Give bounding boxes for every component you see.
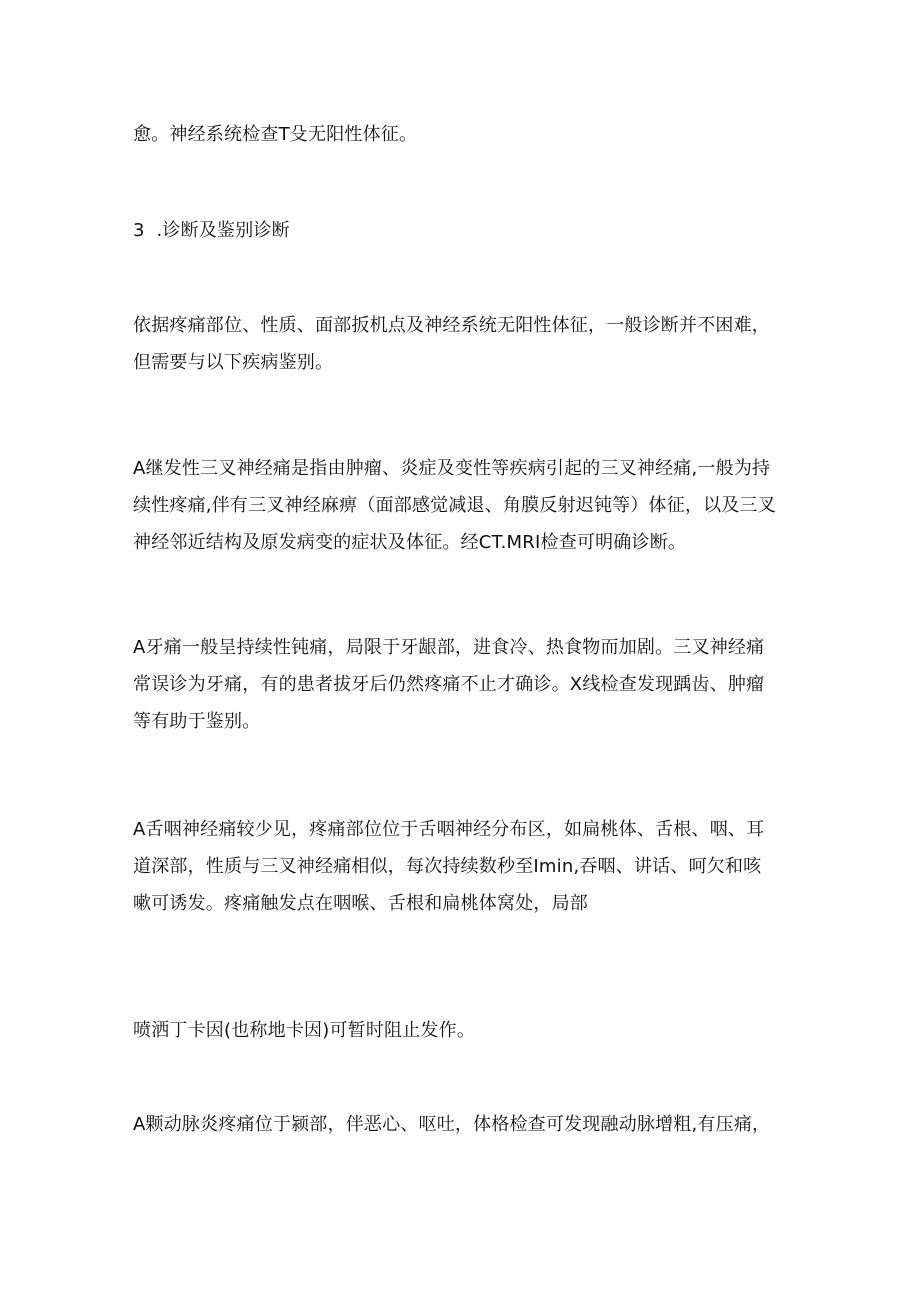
paragraph-tetracaine (133, 1012, 793, 1049)
text-line: A舌咽神经痛较少见，疼痛部位位于舌咽神经分布区，如扁桃体、舌根、咽、耳 (133, 819, 765, 840)
paragraph-exam-result (133, 116, 793, 153)
text-line: 但需要与以下疾病鉴别。 (133, 352, 334, 373)
text-line: 神经邻近结构及原发病变的症状及体征。经CT.MRI检查可明确诊断。 (133, 532, 687, 553)
text-line: 嗽可诱发。疼痛触发点在咽喉、舌根和扁桃体窝处，局部 (133, 893, 588, 914)
text-line: 道深部，性质与三叉神经痛相似，每次持续数秒至Imin,吞咽、讲话、呵欠和咳 (133, 856, 762, 877)
text-line: 喷洒丁卡因(也称地卡因)可暂时阻止发作。 (133, 1020, 476, 1041)
text-line: A颗动脉炎疼痛位于颍部，伴恶心、呕吐，体格检查可发现融动脉增粗,有压痛， (133, 1114, 771, 1135)
text-line: A继发性三叉神经痛是指由肿瘤、炎症及变性等疾病引起的三叉神经痛,一般为持 (133, 458, 771, 479)
text-line: 等有助于鉴别。 (133, 711, 261, 732)
text-line: 常误诊为牙痛，有的患者拔牙后仍然疼痛不止才确诊。X线检查发现踽齿、肿瘤 (133, 674, 765, 695)
text-line: 依据疼痛部位、性质、面部扳机点及神经系统无阳性体征，一般诊断并不困难， (133, 315, 770, 336)
text-line: 愈。神经系统检查T殳无阳性体征。 (133, 124, 418, 145)
text-line: 续性疼痛,伴有三叉神经麻痹（面部感觉减退、角膜反射迟钝等）体征，以及三叉 (133, 495, 776, 516)
paragraph-temporal-arteritis (133, 1106, 793, 1143)
paragraph-toothache (133, 629, 793, 740)
paragraph-glossopharyngeal (133, 811, 793, 922)
text-line: 3 .诊断及鉴别诊断 (133, 220, 290, 241)
paragraph-diagnosis-basis (133, 307, 793, 381)
section-heading-diagnosis (133, 212, 793, 249)
text-line: A牙痛一般呈持续性钝痛，局限于牙龈部，进食冷、热食物而加剧。三叉神经痛 (133, 637, 765, 658)
paragraph-secondary-neuralgia (133, 450, 793, 561)
